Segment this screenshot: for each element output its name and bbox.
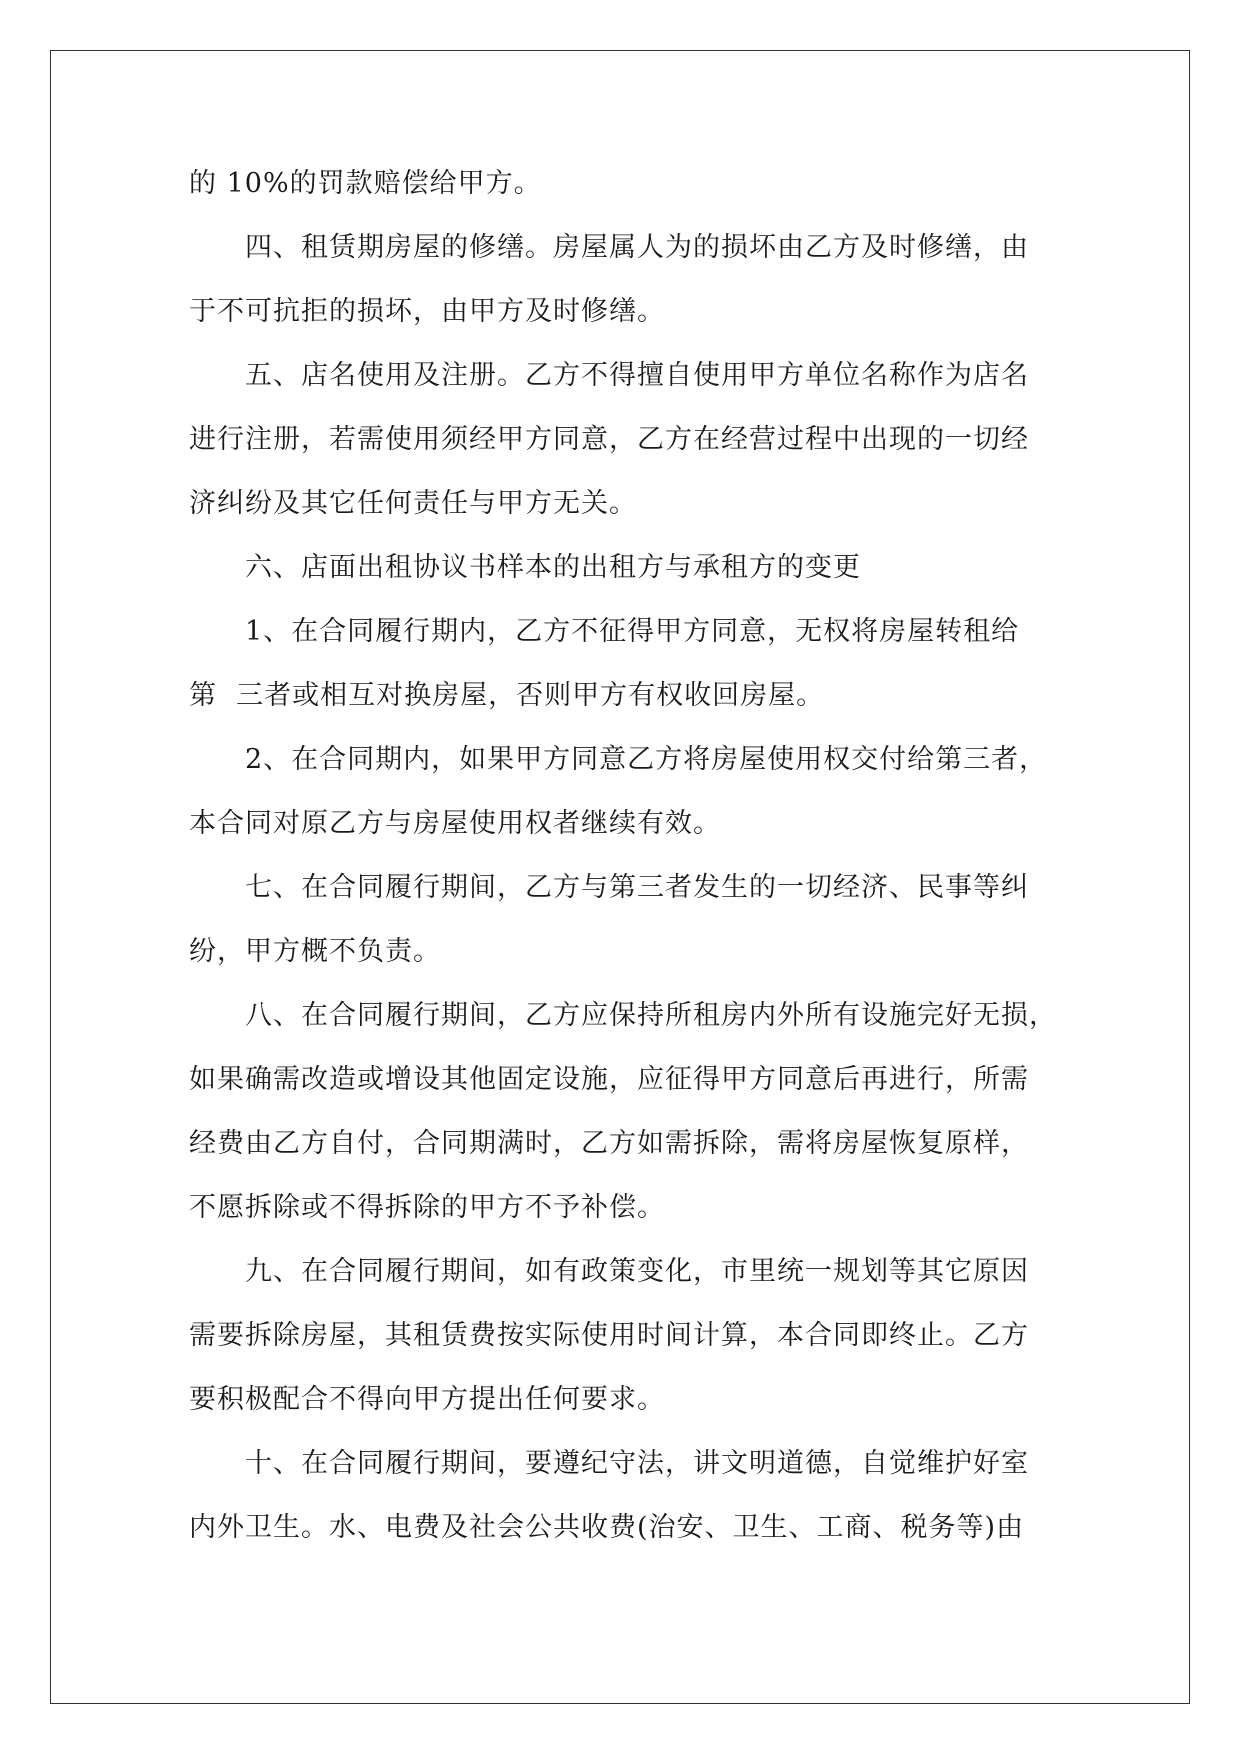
text-line: 八、在合同履行期间，乙方应保持所租房内外所有设施完好无损， <box>245 1000 1057 1031</box>
text-line: 七、在合同履行期间，乙方与第三者发生的一切经济、民事等纠 <box>245 872 1029 903</box>
text-line: 济纠纷及其它任何责任与甲方无关。 <box>189 488 637 519</box>
text-line: 要积极配合不得向甲方提出任何要求。 <box>189 1384 665 1415</box>
text-line: 六、店面出租协议书样本的出租方与承租方的变更 <box>245 552 861 583</box>
text-line: 进行注册，若需使用须经甲方同意，乙方在经营过程中出现的一切经 <box>189 424 1029 455</box>
text-line: 九、在合同履行期间，如有政策变化，市里统一规划等其它原因 <box>245 1256 1029 1287</box>
text-line: 于不可抗拒的损坏，由甲方及时修缮。 <box>189 296 665 327</box>
text-line: 内外卫生。水、电费及社会公共收费(治安、卫生、工商、税务等)由 <box>189 1512 1025 1543</box>
text-line: 的 10%的罚款赔偿给甲方。 <box>189 168 542 199</box>
text-line: 经费由乙方自付，合同期满时，乙方如需拆除，需将房屋恢复原样， <box>189 1128 1029 1159</box>
text-line: 第 三者或相互对换房屋，否则甲方有权收回房屋。 <box>189 680 825 711</box>
text-line: 1、在合同履行期内，乙方不征得甲方同意，无权将房屋转租给 <box>245 616 1020 647</box>
text-line: 如果确需改造或增设其他固定设施，应征得甲方同意后再进行，所需 <box>189 1064 1029 1095</box>
text-line: 本合同对原乙方与房屋使用权者继续有效。 <box>189 808 721 839</box>
text-line: 纷，甲方概不负责。 <box>189 936 441 967</box>
text-line: 2、在合同期内，如果甲方同意乙方将房屋使用权交付给第三者， <box>245 744 1048 775</box>
text-line: 十、在合同履行期间，要遵纪守法，讲文明道德，自觉维护好室 <box>245 1448 1029 1479</box>
text-line: 四、租赁期房屋的修缮。房屋属人为的损坏由乙方及时修缮，由 <box>245 232 1029 263</box>
text-line: 五、店名使用及注册。乙方不得擅自使用甲方单位名称作为店名 <box>245 360 1029 391</box>
text-line: 需要拆除房屋，其租赁费按实际使用时间计算，本合同即终止。乙方 <box>189 1320 1029 1351</box>
document-body <box>189 152 1059 1560</box>
text-line: 不愿拆除或不得拆除的甲方不予补偿。 <box>189 1192 665 1223</box>
